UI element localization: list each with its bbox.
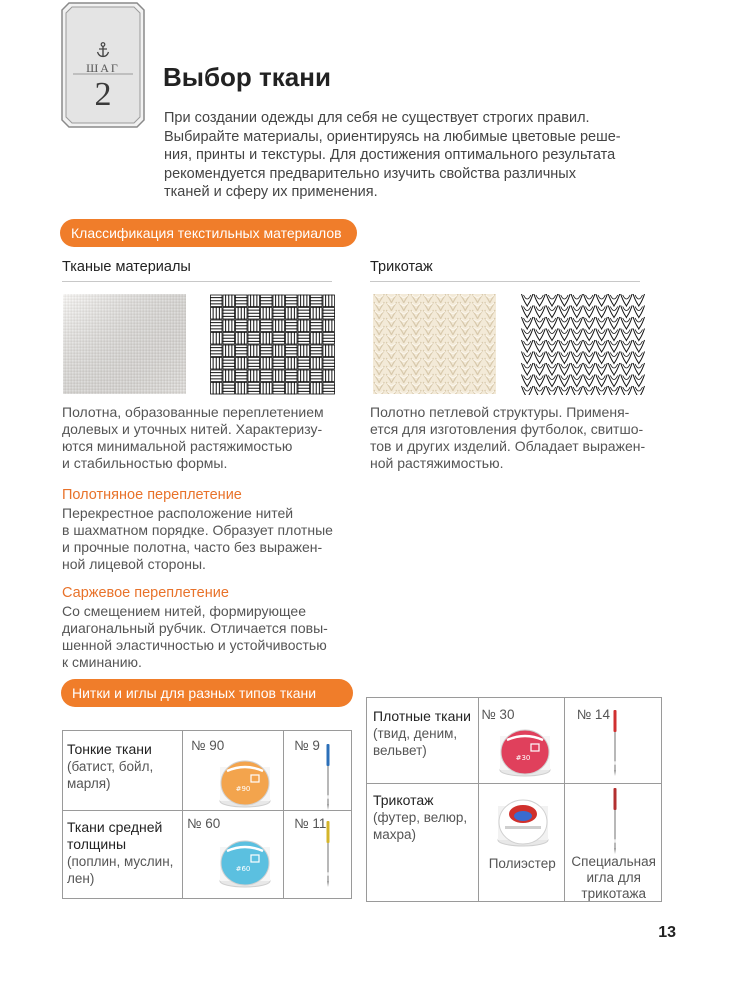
text-line: Перекрестное расположение нитей	[62, 505, 294, 521]
text-line: и прочные полотна, часто без выражен-	[62, 539, 323, 555]
fabric-title: толщины	[67, 836, 127, 852]
step-badge	[61, 2, 145, 128]
plain-weave-title: Полотняное переплетение	[62, 487, 242, 503]
caption-line: игла для	[586, 870, 641, 885]
page-number: 13	[658, 924, 676, 941]
knit-fabric-photo	[373, 294, 496, 394]
fabric-examples: махра)	[373, 827, 417, 842]
intro-paragraph	[164, 109, 664, 202]
thread-spool-image	[217, 753, 273, 814]
text-line: диагональный рубчик. Отличается повы-	[62, 620, 328, 636]
thread-number: № 60	[186, 816, 221, 831]
fabric-examples: лен)	[67, 871, 95, 886]
fabric-examples: вельвет)	[373, 743, 427, 758]
text-line: и стабильностью формы.	[62, 455, 228, 471]
intro-line: Выбирайте материалы, ориентируясь на любимые цветовые реше-	[164, 128, 621, 145]
fabric-title: Тонкие ткани	[67, 741, 152, 757]
intro-line: тканей и сферу их применения.	[164, 184, 378, 200]
needle-image	[609, 788, 621, 859]
text-line: ной растяжимостью.	[370, 455, 504, 471]
fabric-cell	[367, 698, 479, 784]
plain-weave-description	[62, 505, 362, 573]
needle-cell	[564, 698, 661, 784]
intro-line: При создании одежды для себя не существует строгих правил.	[164, 110, 590, 126]
thread-number: № 90	[190, 738, 225, 753]
step-number: 2	[94, 76, 112, 113]
text-line: Со смещением нитей, формирующее	[62, 603, 306, 619]
plain-weave-diagram	[210, 294, 335, 395]
text-line: в шахматном порядке. Образует плотные	[62, 522, 333, 538]
text-line: ется для изготовления футболок, свитшо-	[370, 421, 644, 437]
threads-table-left	[62, 730, 352, 899]
knit-stitch-diagram	[521, 294, 645, 395]
fabric-examples: (поплин, муслин,	[67, 854, 174, 869]
fabric-examples: (батист, бойл,	[67, 759, 154, 774]
thread-spool-image	[495, 792, 551, 853]
page-title: Выбор ткани	[163, 62, 331, 92]
step-label: ШАГ	[86, 61, 120, 75]
fabric-cell	[63, 731, 183, 811]
knit-description	[370, 404, 670, 472]
fabric-cell	[63, 811, 183, 899]
needle-cell	[284, 731, 352, 811]
needle-number: № 9	[294, 738, 320, 753]
fabric-examples: (футер, велюр,	[373, 810, 468, 825]
needle-caption	[565, 854, 663, 902]
intro-line: ния, принты и текстуры. Для достижения оптимального результата	[164, 147, 616, 163]
needle-number: № 14	[576, 707, 610, 722]
threads-table-right	[366, 697, 662, 902]
fabric-examples: марля)	[67, 776, 111, 791]
woven-description	[62, 404, 352, 472]
classification-heading: Классификация текстильных материалов	[60, 219, 357, 247]
text-line: долевых и уточных нитей. Характеризу-	[62, 421, 323, 437]
text-line: ной лицевой стороны.	[62, 556, 206, 572]
fabric-title: Плотные ткани	[373, 708, 471, 724]
table-row	[63, 811, 352, 899]
knit-title-underline	[370, 281, 640, 282]
needle-number: № 11	[294, 816, 327, 831]
fabric-cell	[367, 784, 479, 902]
needle-cell	[564, 784, 661, 902]
text-line: Полотно петлевой структуры. Применя-	[370, 404, 630, 420]
fabric-examples: (твид, деним,	[373, 726, 458, 741]
needle-image	[609, 710, 621, 781]
thread-cell	[479, 698, 565, 784]
twill-weave-title: Саржевое переплетение	[62, 585, 229, 601]
knit-title: Трикотаж	[370, 259, 433, 275]
text-line: к сминанию.	[62, 654, 142, 670]
thread-spool-image	[497, 722, 553, 783]
needle-image	[322, 744, 334, 815]
svg-text:#30: #30	[515, 754, 531, 762]
fabric-title: Трикотаж	[373, 792, 434, 808]
anchor-icon	[96, 42, 110, 58]
table-row	[367, 784, 662, 902]
thread-cell	[182, 811, 283, 899]
text-line: шенной эластичностью и устойчивостью	[62, 637, 327, 653]
threads-heading: Нитки и иглы для разных типов ткани	[61, 679, 353, 707]
svg-text:#90: #90	[235, 785, 251, 793]
intro-line: рекомендуется предварительно изучить свойства различных	[164, 165, 576, 182]
thread-cell	[479, 784, 565, 902]
woven-title-underline	[62, 281, 332, 282]
text-line: Полотна, образованные переплетением	[62, 404, 324, 420]
needle-cell	[284, 811, 352, 899]
caption-line: Специальная	[571, 854, 656, 869]
woven-fabric-photo	[63, 294, 186, 394]
thread-spool-image	[217, 833, 273, 894]
woven-title: Тканые материалы	[62, 259, 191, 275]
table-row	[63, 731, 352, 811]
needle-image	[322, 821, 334, 892]
twill-weave-description	[62, 603, 362, 671]
table-row	[367, 698, 662, 784]
thread-cell	[182, 731, 283, 811]
text-line: тов и других изделий. Обладает выражен-	[370, 438, 646, 454]
fabric-title: Ткани средней	[67, 819, 163, 835]
thread-caption: Полиэстер	[488, 856, 556, 871]
svg-text:#60: #60	[235, 865, 251, 873]
caption-line: трикотажа	[581, 886, 646, 901]
text-line: ются минимальной растяжимостью	[62, 438, 293, 454]
thread-number: № 30	[481, 707, 515, 722]
